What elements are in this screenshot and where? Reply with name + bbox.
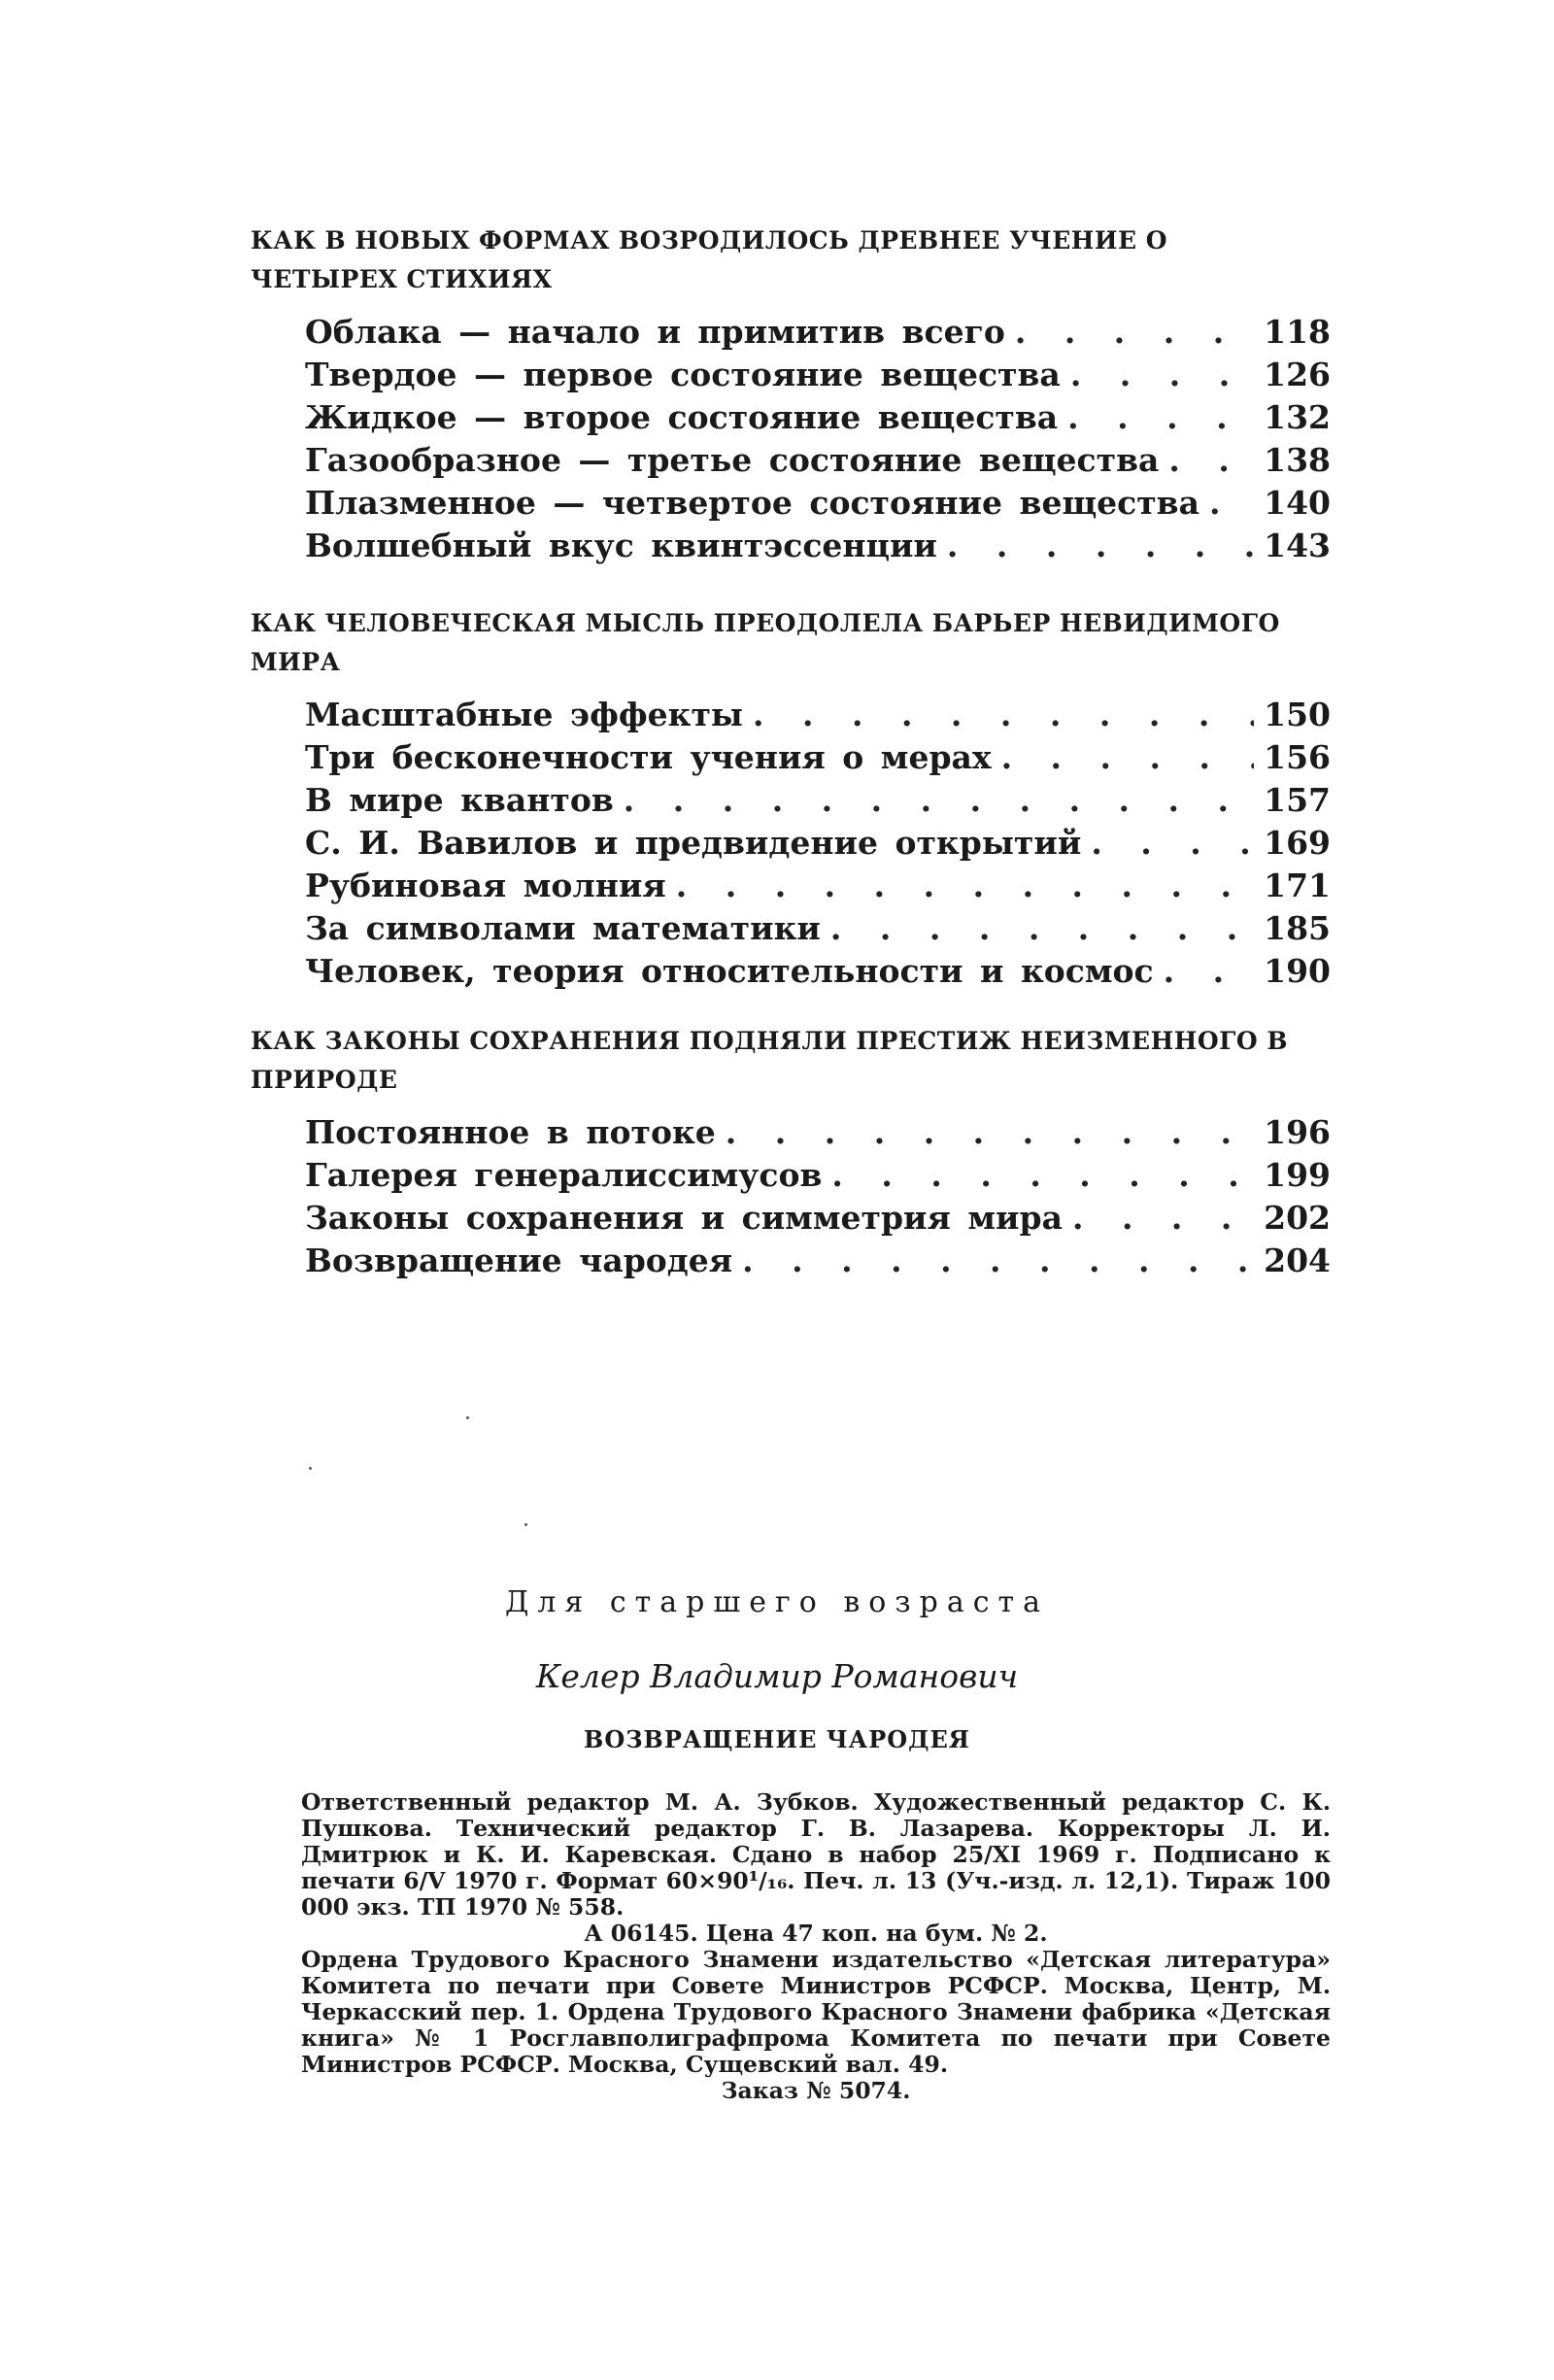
toc-entry-title: Возвращение чародея (305, 1241, 733, 1279)
scan-speck (466, 1416, 469, 1419)
section-heading: КАК В НОВЫХ ФОРМАХ ВОЗРОДИЛОСЬ ДРЕВНЕЕ УЧЕНИЕ О ЧЕТЫРЕХ СТИХИЯХ (251, 226, 1168, 293)
scan-speck (309, 1467, 312, 1470)
toc-entry-page: 190 (1264, 952, 1331, 990)
toc-entry-page: 156 (1264, 738, 1331, 776)
toc-entry-title: Газообразное — третье состояние вещества (305, 441, 1160, 479)
toc-entry-page: 204 (1264, 1241, 1331, 1279)
toc-entry-title: Три бесконечности учения о мерах (305, 738, 992, 776)
toc-entry-title: Постоянное в потоке (305, 1113, 716, 1151)
toc-list (251, 1111, 1338, 1282)
publication-credits (301, 1789, 1331, 2104)
section-heading: КАК ЧЕЛОВЕЧЕСКАЯ МЫСЛЬ ПРЕОДОЛЕЛА БАРЬЕР НЕВИДИМОГО МИРА (251, 609, 1280, 676)
author-name: Келер Владимир Романович (535, 1657, 1019, 1695)
toc-entry-title: С. И. Вавилов и предвидение открытий (305, 824, 1082, 862)
dot-leader (742, 1240, 1254, 1282)
toc-entry (305, 736, 1331, 779)
dot-leader (1072, 1197, 1254, 1240)
toc-entry-page: 202 (1264, 1199, 1331, 1237)
dot-leader (947, 525, 1254, 567)
dot-leader (1001, 736, 1255, 779)
toc-section (251, 604, 1338, 993)
dot-leader (1067, 396, 1254, 439)
toc-entry (305, 354, 1331, 396)
toc-entry-title: Волшебный вкус квинтэссенции (305, 527, 937, 564)
toc-entry (305, 1111, 1331, 1154)
toc-entry (305, 779, 1331, 822)
toc-entry-page: 150 (1264, 696, 1331, 733)
toc-entry-page: 126 (1264, 356, 1331, 393)
section-heading: КАК ЗАКОНЫ СОХРАНЕНИЯ ПОДНЯЛИ ПРЕСТИЖ НЕИЗМЕННОГО В ПРИРОДЕ (251, 1027, 1288, 1094)
dot-leader (1209, 482, 1254, 525)
dot-leader (1164, 950, 1254, 993)
toc-entry (305, 525, 1331, 567)
toc-entry (305, 1197, 1331, 1240)
toc-section (251, 1022, 1338, 1282)
toc-entry-page: 196 (1264, 1113, 1331, 1151)
audience-label: Для старшего возраста (504, 1585, 1050, 1619)
credits-order: Заказ № 5074. (721, 2077, 911, 2104)
dot-leader (830, 907, 1254, 950)
toc-list (251, 694, 1338, 993)
toc-entry-title: Масштабные эффекты (305, 696, 744, 733)
toc-entry-title: Галерея генералиссимусов (305, 1156, 823, 1194)
dot-leader (624, 779, 1254, 822)
dot-leader (1015, 311, 1254, 354)
toc-entry (305, 907, 1331, 950)
toc-entry-page: 143 (1264, 527, 1331, 564)
toc-entry-title: Законы сохранения и симметрия мира (305, 1199, 1063, 1237)
toc-entry-page: 169 (1264, 824, 1331, 862)
toc-entry (305, 1240, 1331, 1282)
toc-entry-page: 132 (1264, 398, 1331, 436)
dot-leader (676, 865, 1254, 907)
toc-list (251, 311, 1338, 567)
toc-entry (305, 439, 1331, 482)
toc-entry (305, 950, 1331, 993)
toc-entry-title: Плазменное — четвертое состояние вещества (305, 484, 1199, 522)
toc-entry-title: Жидкое — второе состояние вещества (305, 398, 1059, 436)
toc-entry-page: 157 (1264, 781, 1331, 819)
credits-publisher: Ордена Трудового Красного Знамени издательство «Детская литература» Комитета по печати при Совете Министров РСФСР. Москва, Центр, М. Черкасский пер. 1. Ордена Трудового Красного Знамени фабрика «Детская книга» № 1 Росглавполиграфпрома Комитета по печати при Совете Министров РСФСР. Москва, Сущевский вал. 49. (301, 1946, 1331, 2078)
toc-entry-page: 140 (1264, 484, 1331, 522)
credits-editors: Ответственный редактор М. А. Зубков. Художественный редактор С. К. Пушкова. Технический редактор Г. В. Лазарева. Корректоры Л. И. Дмитрюк и К. И. Каревская. Сдано в набор 25/XI 1969 г. Подписано к печати 6/V 1970 г. Формат 60×90¹/₁₆. Печ. л. 13 (Уч.-изд. л. 12,1). Тираж 100 000 экз. ТП 1970 № 558. (301, 1788, 1331, 1921)
toc-entry-page: 118 (1264, 313, 1331, 351)
book-title: ВОЗВРАЩЕНИЕ ЧАРОДЕЯ (584, 1725, 970, 1753)
toc-entry-page: 138 (1264, 441, 1331, 479)
toc-entry-title: Облака — начало и примитив всего (305, 313, 1005, 351)
toc-entry-title: Рубиновая молния (305, 867, 666, 904)
toc-entry (305, 396, 1331, 439)
dot-leader (831, 1154, 1254, 1197)
scan-speck (524, 1523, 527, 1526)
toc-entry (305, 482, 1331, 525)
toc-entry-title: Человек, теория относительности и космос (305, 952, 1154, 990)
toc-entry-page: 199 (1264, 1156, 1331, 1194)
toc-entry-title: В мире квантов (305, 781, 614, 819)
dot-leader (1168, 439, 1254, 482)
dot-leader (1091, 822, 1254, 865)
toc-section (251, 221, 1338, 567)
toc-entry (305, 865, 1331, 907)
toc-entry-title: Твердое — первое состояние вещества (305, 356, 1061, 393)
dot-leader (726, 1111, 1254, 1154)
toc-entry (305, 1154, 1331, 1197)
toc-entry-title: За символами математики (305, 909, 821, 947)
dot-leader (753, 694, 1254, 736)
dot-leader (1070, 354, 1254, 396)
toc-entry (305, 694, 1331, 736)
toc-entry-page: 171 (1264, 867, 1331, 904)
toc-entry-page: 185 (1264, 909, 1331, 947)
toc-entry (305, 311, 1331, 354)
toc-entry (305, 822, 1331, 865)
credits-price: А 06145. Цена 47 коп. на бум. № 2. (584, 1920, 1048, 1947)
